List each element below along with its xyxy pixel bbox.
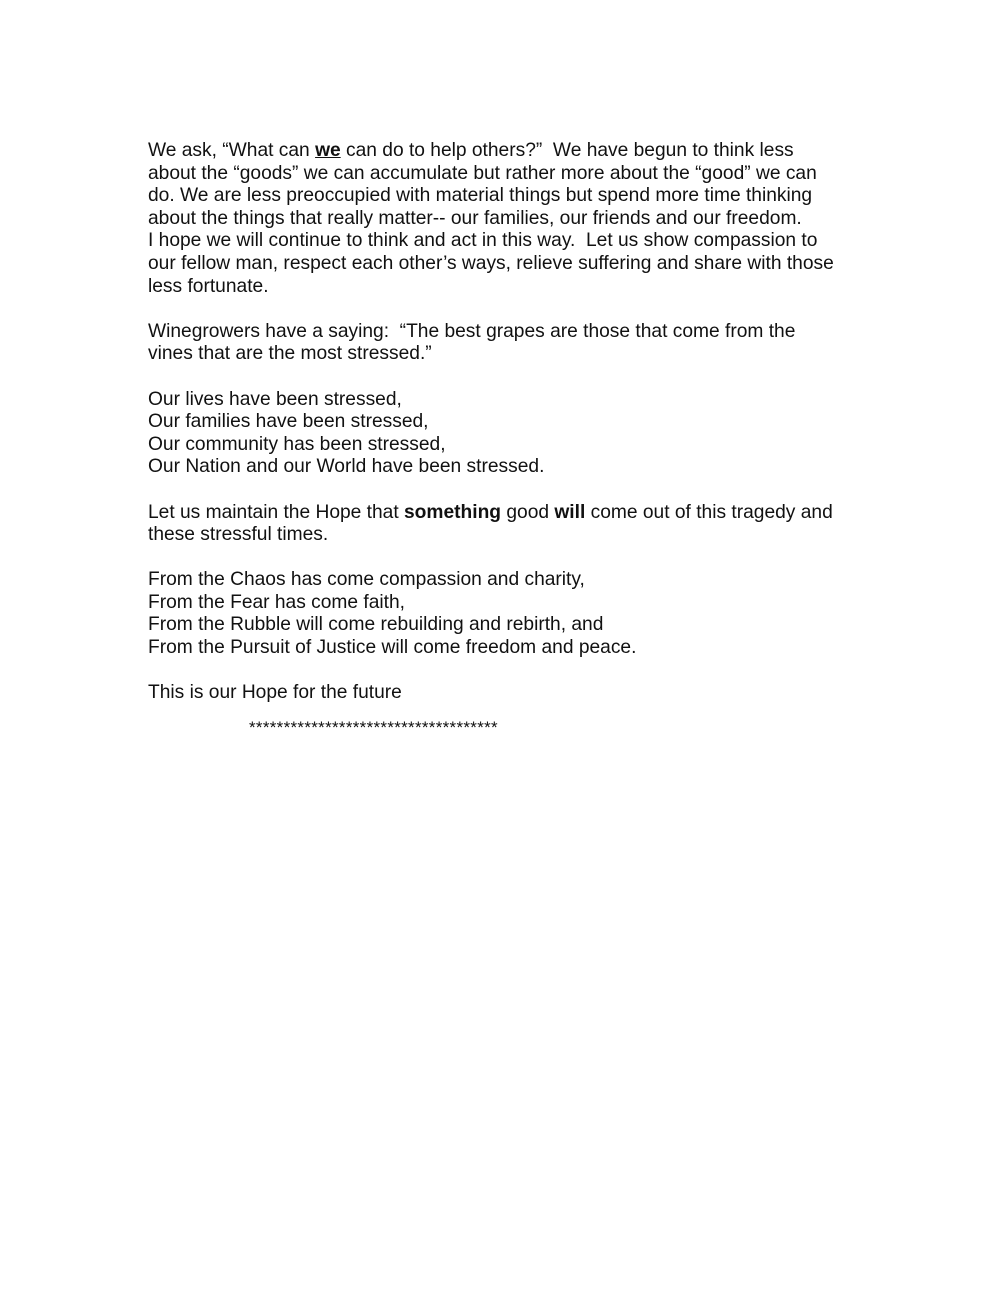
text-line: about the “goods” we can accumulate but rather more about the “good” we can [148, 162, 817, 184]
text-line: Our lives have been stressed, [148, 388, 402, 410]
text-line: I hope we will continue to think and act in this way. Let us show compassion to [148, 230, 818, 252]
text-line: vines that are the most stressed.” [148, 343, 432, 365]
emphasis-something: something [404, 501, 502, 523]
paragraph-helping-others [148, 140, 868, 298]
text-segment: good [501, 501, 555, 523]
paragraph-gap [148, 660, 868, 683]
text-segment: We ask, “What can [148, 140, 316, 161]
text-line: Our Nation and our World have been stressed. [148, 456, 545, 478]
text-line: about the things that really matter-- our families, our friends and our freedom. [148, 207, 802, 229]
paragraph-stressed-list [148, 389, 868, 479]
text-segment: come out of this tragedy and [585, 501, 833, 523]
text-line: From the Chaos has come compassion and charity, [148, 569, 585, 591]
paragraph-gap [148, 298, 868, 321]
text-line: our fellow man, respect each other’s ways, relieve suffering and share with those [148, 252, 834, 274]
text-line: From the Pursuit of Justice will come freedom and peace. [148, 637, 637, 659]
asterisk-separator: ************************************ [249, 717, 498, 737]
text-line: From the Rubble will come rebuilding and rebirth, and [148, 614, 604, 636]
text-line: From the Fear has come faith, [148, 591, 405, 613]
document-page [148, 140, 868, 739]
paragraph-gap [148, 366, 868, 389]
text-line: Our families have been stressed, [148, 411, 429, 433]
text-segment: Let us maintain the Hope that [148, 501, 404, 523]
emphasis-will: will [554, 501, 586, 523]
paragraph-hope [148, 502, 868, 547]
text-line: these stressful times. [148, 524, 329, 546]
text-line: do. We are less preoccupied with material things but spend more time thinking [148, 185, 813, 207]
paragraph-gap [148, 479, 868, 502]
paragraph-winegrowers [148, 321, 868, 366]
text-line: Our community has been stressed, [148, 433, 446, 455]
paragraph-closing [148, 682, 868, 705]
paragraph-from-the [148, 569, 868, 659]
text-line: This is our Hope for the future [148, 682, 402, 704]
text-line: less fortunate. [148, 275, 269, 297]
text-line [148, 502, 868, 525]
paragraph-gap [148, 547, 868, 570]
text-line [148, 140, 868, 163]
text-segment: can do to help others?” We have begun to think less [340, 140, 794, 161]
text-line: Winegrowers have a saying: “The best grapes are those that come from the [148, 320, 796, 342]
emphasis-we: we [315, 140, 341, 161]
